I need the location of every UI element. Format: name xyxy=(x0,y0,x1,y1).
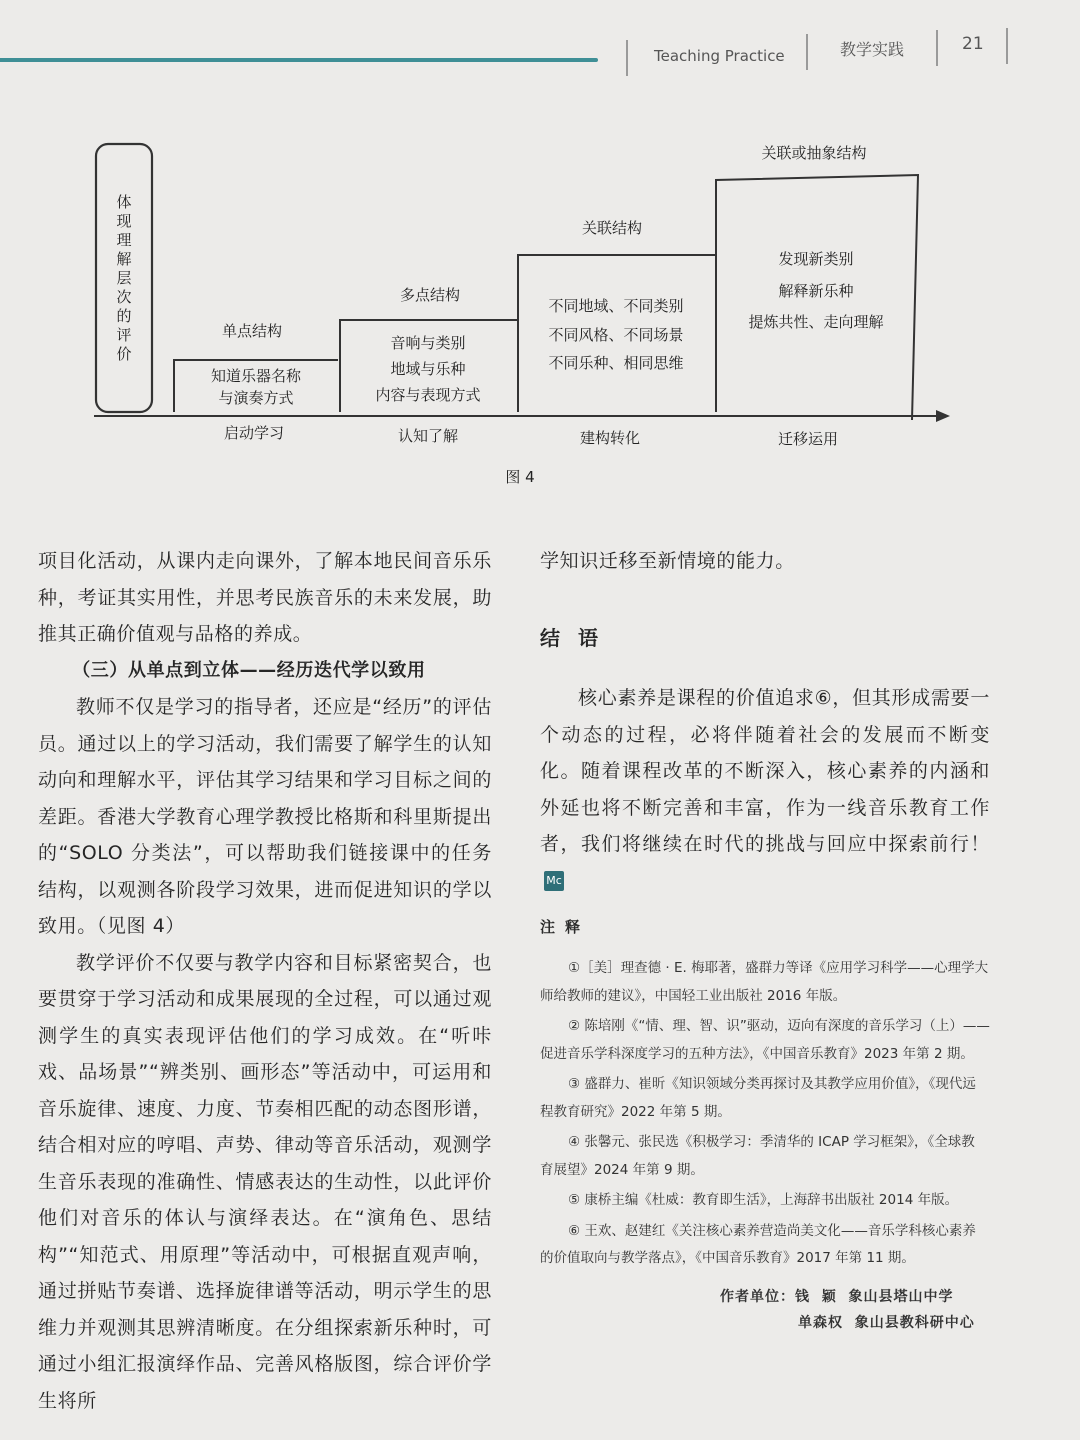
vertical-label-char: 的 xyxy=(116,307,132,325)
conclusion-text: 核心素养是课程的价值追求⑥，但其形成需要一个动态的过程，必将伴随着社会的发展而不断变化。随着课程改革的不断深入，核心素养的内涵和外延也将不断完善和丰富，作为一线音乐教育工作者，我们将继续在时代的挑战与回应中探索前行！ xyxy=(540,687,990,855)
vertical-label-char: 体 xyxy=(116,193,132,211)
right-column xyxy=(540,543,990,899)
stage-content-line: 音响与类别 xyxy=(390,334,466,352)
page-number: 21 xyxy=(962,34,984,54)
left-column xyxy=(38,543,492,1419)
stage-title: 单点结构 xyxy=(221,322,283,340)
solo-diagram-svg xyxy=(0,0,1080,470)
vertical-label-char: 解 xyxy=(116,250,132,268)
author-line: 单森权 象山县教科研中心 xyxy=(798,1315,975,1331)
note-item: ③ 盛群力、崔昕《知识领域分类再探讨及其教学应用价值》，《现代远 程教育研究》2022 年第 5 期。 xyxy=(540,1076,976,1120)
stage-content-line: 发现新类别 xyxy=(778,250,854,268)
axis-label: 迁移运用 xyxy=(777,430,839,448)
vertical-label-char: 价 xyxy=(116,345,132,363)
conclusion-paragraph xyxy=(540,680,990,899)
stage-content-line: 内容与表现方式 xyxy=(375,386,481,404)
stage-content-line: 解释新乐种 xyxy=(778,282,854,300)
vertical-label-char: 层 xyxy=(116,269,132,287)
stage-content-line: 与演奏方式 xyxy=(218,389,294,407)
note-item: ④ 张馨元、张民选《积极学习：季清华的 ICAP 学习框架》，《全球教 育展望》2024 年第 9 期。 xyxy=(540,1134,975,1178)
header-section-chinese: 教学实践 xyxy=(840,40,905,59)
body-paragraph: 项目化活动，从课内走向课外，了解本地民间音乐乐种，考证其实用性，并思考民族音乐的未来发展，助推其正确价值观与品格的养成。 xyxy=(38,550,492,645)
note-item: ② 陈培刚《“情、理、智、识”驱动，迈向有深度的音乐学习（上）—— 促进音乐学科深度学习的五种方法》，《中国音乐教育》2023 年第 2 期。 xyxy=(540,1018,990,1062)
axis-arrow-icon xyxy=(936,410,950,422)
body-paragraph: 教师不仅是学习的指导者，还应是“经历”的评估员。通过以上的学习活动，我们需要了解学生的认知动向和理解水平，评估其学习结果和学习目标之间的差距。香港大学教育心理学教授比格斯和科里斯提出的“SOLO 分类法”，可以帮助我们链接课中的任务结构，以观测各阶段学习效果，进而促进知识的学以致用。（见图 4） xyxy=(38,696,492,937)
notes-title: 注释 xyxy=(540,918,591,936)
vertical-label xyxy=(116,193,131,363)
vertical-label-char: 评 xyxy=(116,326,132,344)
vertical-label-char: 次 xyxy=(116,288,132,306)
stage-content-line: 不同地域、不同类别 xyxy=(548,297,684,315)
vertical-label-char: 现 xyxy=(116,212,132,230)
axis-label: 启动学习 xyxy=(223,424,285,442)
note-item: ⑥ 王欢、赵建红《关注核心素养营造尚美文化——音乐学科核心素养 的价值取向与教学落点》，《中国音乐教育》2017 年第 11 期。 xyxy=(540,1222,976,1266)
notes-list xyxy=(540,955,992,1276)
stage-title: 关联结构 xyxy=(581,219,643,237)
stage-title: 关联或抽象结构 xyxy=(761,144,867,162)
stage-title: 多点结构 xyxy=(399,286,461,304)
stage-content-line: 提炼共性、走向理解 xyxy=(748,313,884,331)
axis-label: 认知了解 xyxy=(397,427,459,445)
body-paragraph: 教学评价不仅要与教学内容和目标紧密契合，也要贯穿于学习活动和成果展现的全过程，可以通过观测学生的真实表现评估他们的学习成效。在“听咔戏、品场景”“辨类别、画形态”等活动中，可运用和音乐旋律、速度、力度、节奏相匹配的动态图形谱，结合相对应的哼唱、声势、律动等音乐活动，观测学生音乐表现的准确性、情感表达的生动性，以此评价他们对音乐的体认与演绎表达。在“演角色、思结构”“知范式、用原理”等活动中，可根据直观声响，通过拼贴节奏谱、选择旋律谱等活动，明示学生的思维力并观测其思辨清晰度。在分组探索新乐种时，可通过小组汇报演绎作品、完善风格版图，综合评价学生将所 xyxy=(38,951,492,1412)
note-item: ⑤ 康桥主编《杜威：教育即生活》，上海辞书出版社 2014 年版。 xyxy=(568,1192,959,1208)
body-paragraph: 学知识迁移至新情境的能力。 xyxy=(540,550,795,572)
axis-label: 建构转化 xyxy=(579,429,641,447)
conclusion-title: 结语 xyxy=(540,625,616,650)
section-heading: （三）从单点到立体——经历迭代学以致用 xyxy=(72,659,426,681)
vertical-label-char: 理 xyxy=(116,231,132,249)
stage-content-line: 知道乐器名称 xyxy=(210,367,302,385)
header-section-english: Teaching Practice xyxy=(654,47,785,65)
author-line: 作者单位：钱 颖 象山县塔山中学 xyxy=(720,1289,954,1305)
stage-content-line: 地域与乐种 xyxy=(390,360,466,378)
stage-content-line: 不同乐种、相同思维 xyxy=(548,354,684,372)
solo-diagram xyxy=(0,0,1080,470)
end-mark-icon: Mc xyxy=(544,871,564,891)
figure-caption: 图 4 xyxy=(505,468,535,486)
note-item: ①［美］理查德 · E. 梅耶著，盛群力等译《应用学习科学——心理学大 师给教师的建议》，中国轻工业出版社 2016 年版。 xyxy=(540,960,989,1004)
stage-content-line: 不同风格、不同场景 xyxy=(548,326,684,344)
